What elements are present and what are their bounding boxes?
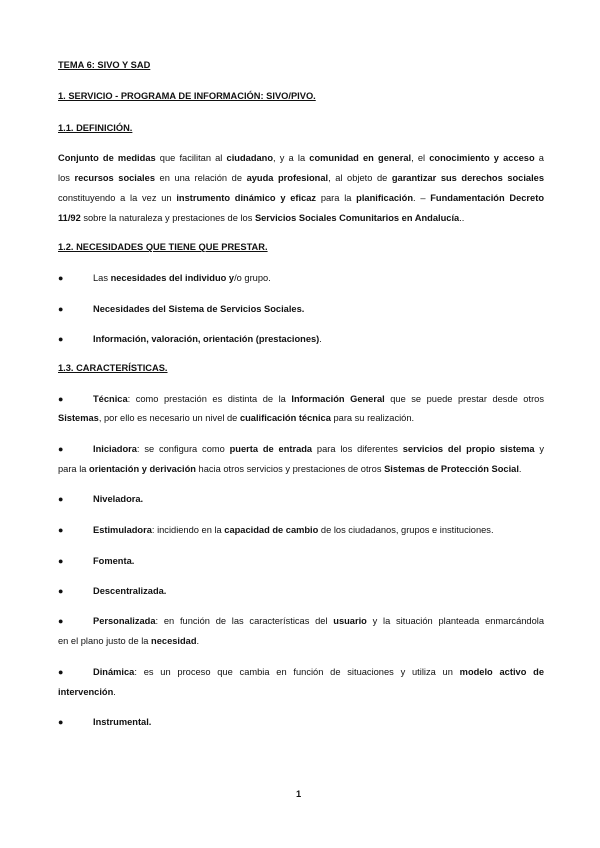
- list-item-instrumental: Instrumental.: [93, 717, 152, 727]
- bullet-icon: ●: [58, 586, 64, 596]
- list-item: Necesidades del Sistema de Servicios Sociales.: [93, 304, 305, 314]
- definition-line-2: los recursos sociales en una relación de ayuda profesional, al objeto de garantizar sus derechos sociales: [58, 173, 545, 183]
- bullet-icon: ●: [58, 273, 64, 283]
- list-item-tecnica: Técnica: como prestación es distinta de la Información General que se puede prestar desde otros: [93, 394, 544, 404]
- list-item-niveladora: Niveladora.: [93, 494, 144, 504]
- section-heading-1-3: 1.3. CARACTERÍSTICAS.: [58, 363, 168, 373]
- list-item-dinamica: Dinámica: es un proceso que cambia en función de situaciones y utiliza un modelo activo de: [93, 667, 544, 677]
- bullet-icon: ●: [58, 525, 64, 535]
- list-item-estimuladora: Estimuladora: incidiendo en la capacidad de cambio de los ciudadanos, grupos e instituciones.: [93, 525, 494, 535]
- section-heading-1: 1. SERVICIO - PROGRAMA DE INFORMACIÓN: SIVO/PIVO.: [58, 91, 316, 101]
- section-heading-1-2: 1.2. NECESIDADES QUE TIENE QUE PRESTAR.: [58, 242, 268, 252]
- bullet-icon: ●: [58, 616, 64, 626]
- definition-line-3: constituyendo a la vez un instrumento dinámico y eficaz para la planificación. – Fundamentación Decreto: [58, 193, 544, 203]
- bullet-icon: ●: [58, 444, 64, 454]
- list-item-dinamica-cont: intervención.: [58, 687, 116, 697]
- document-title: TEMA 6: SIVO Y SAD: [58, 60, 151, 70]
- list-item-personalizada-cont: en el plano justo de la necesidad.: [58, 636, 200, 646]
- definition-line-1: Conjunto de medidas que facilitan al ciudadano, y a la comunidad en general, el conocimiento y acceso a: [58, 153, 544, 163]
- definition-line-4: 11/92 sobre la naturaleza y prestaciones de los Servicios Sociales Comunitarios en Andalucía..: [58, 213, 465, 223]
- bullet-icon: ●: [58, 304, 64, 314]
- list-item-iniciadora-cont: para la orientación y derivación hacia otros servicios y prestaciones de otros Sistemas de Protección Social.: [58, 464, 522, 474]
- bullet-icon: ●: [58, 394, 64, 404]
- page-number: 1: [296, 789, 302, 799]
- list-item: Información, valoración, orientación (prestaciones).: [93, 334, 322, 344]
- bullet-icon: ●: [58, 717, 64, 727]
- list-item-tecnica-cont: Sistemas, por ello es necesario un nivel de cualificación técnica para su realización.: [58, 413, 415, 423]
- list-item-iniciadora: Iniciadora: se configura como puerta de entrada para los diferentes servicios del propio sistema y: [93, 444, 545, 454]
- list-item-personalizada: Personalizada: en función de las características del usuario y la situación planteada enmarcándola: [93, 616, 544, 626]
- bullet-icon: ●: [58, 667, 64, 677]
- bullet-icon: ●: [58, 334, 64, 344]
- bullet-icon: ●: [58, 556, 64, 566]
- list-item-fomenta: Fomenta.: [93, 556, 135, 566]
- list-item: Las necesidades del individuo y/o grupo.: [93, 273, 271, 283]
- bullet-icon: ●: [58, 494, 64, 504]
- section-heading-1-1: 1.1. DEFINICIÓN.: [58, 123, 133, 133]
- list-item-descentralizada: Descentralizada.: [93, 586, 167, 596]
